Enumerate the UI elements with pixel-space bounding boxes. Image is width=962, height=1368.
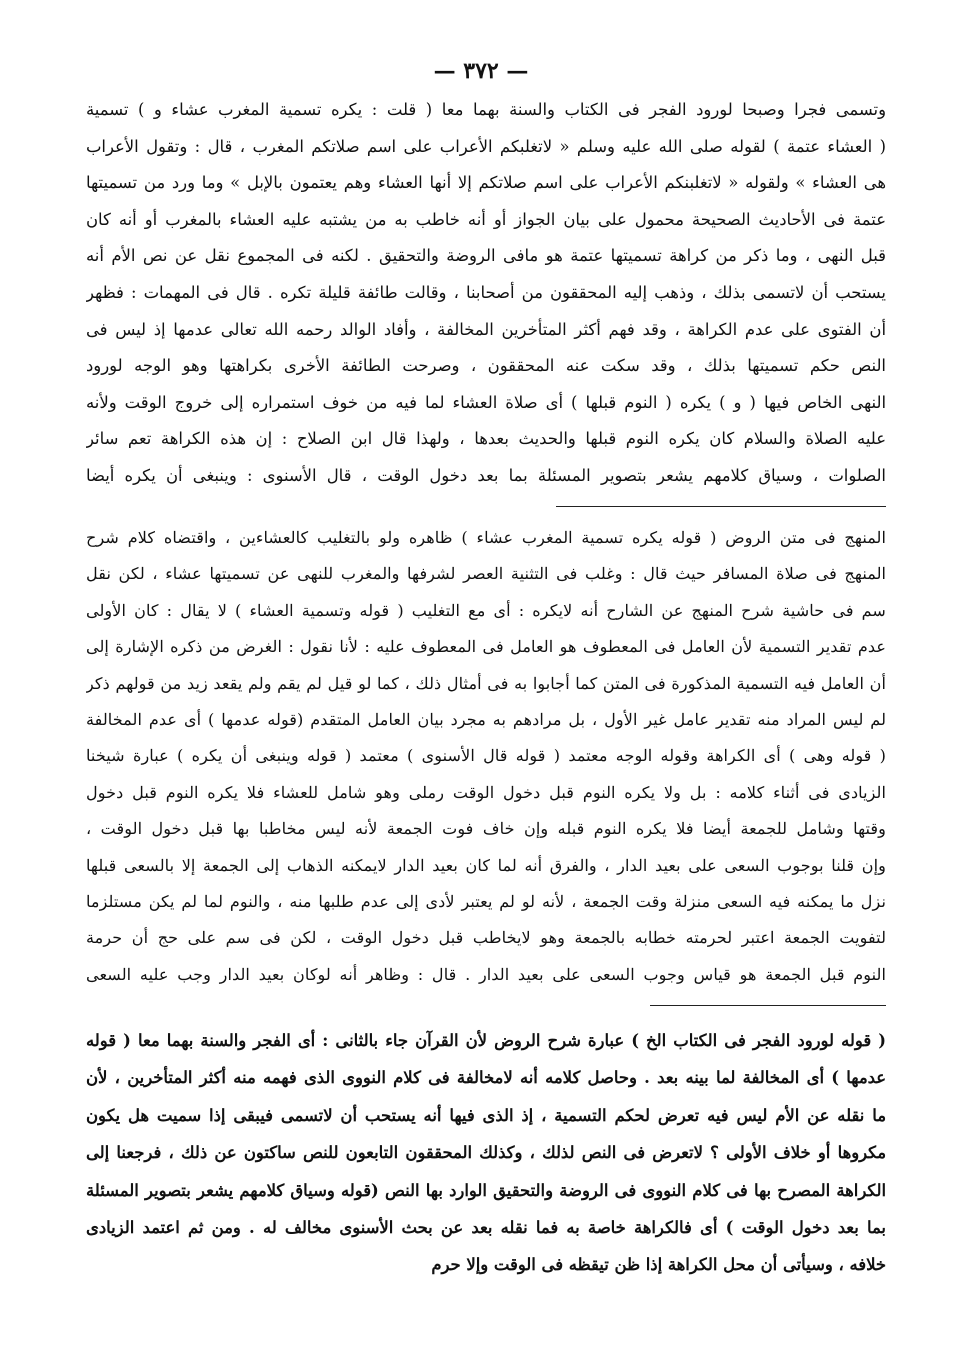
main-text-line: النص حكم تسميتها بذلك ، وقد سكت عنه المحققون ، وصرحت الطائفة الأخرى بكراهتها وهو الوجه لورود <box>86 356 886 376</box>
section-divider <box>650 1005 886 1006</box>
commentary-line: ( قوله وهى ) أى الكراهة وقوله الوجه معتمد ( قوله قال الأسنوى ) معتمد ( قوله وينبغى أن يكره ) عبارة شيخنا <box>86 746 886 766</box>
commentary-line: المنهج فى صلاة المسافر حيث قال : وغلب فى التثنية العصر لشرفها والمغرب للنهى عن تسميتها عشاء ، لكن نقل <box>86 564 886 584</box>
commentary-line: نزل ما يمكنه فيه السعى منزلة وقت الجمعة ، لأنه لو لم يعتبر لأدى إلى عدم طلبها منه ، والنوم لما لم يكن مستلزما <box>86 891 886 911</box>
main-text-line: يستحب أن لاتسمى بذلك ، وذهب إليه المحققون من أصحابنا ، وقالت طائفة قليلة تكره . قال فى المهمات : فظهر <box>86 282 886 302</box>
commentary-line: أن العامل فيه التسمية المذكورة فى المتن كما أجابوا به فى أمثال ذلك ، كما لو قيل لم يقم ولم يقعد زيد من قولهم ذكر <box>86 673 886 693</box>
main-text-line: أن الفتوى على عدم الكراهة ، وقد فهم أكثر المتأخرين المخالفة ، وأفاد الوالد رحمه الله تعالى عدمها إذ ليس فى <box>86 319 886 339</box>
commentary-line: لتفويت الجمعة اعتبر لحرمته خطابه بالجمعة وهو لايخاطب قبل دخول الوقت ، لكن فى سم على حج أن حرمة <box>86 928 886 948</box>
commentary-line: بما بعد دخول الوقت ) أى فالكراهة خاصة به فما نقله بعد عن بحث الأسنوى مخالف له . ومن ثم اعتمد الزيادى <box>86 1217 886 1237</box>
main-text-line: ( العشاء عتمة ) لقوله صلى الله عليه وسلم « لاتغلبكم الأعراب على اسم صلاتكم المغرب ، قال : وتقول الأعراب <box>86 136 886 156</box>
section-divider <box>556 506 886 507</box>
main-text <box>86 92 886 495</box>
commentary-line: الزيادى فى أثناء كلامه : بل ولا يكره النوم قبل دخول الوقت رملى وهو شامل للعشاء فلا يكره النوم قبل دخول <box>86 782 886 802</box>
commentary-line: المنهج فى متن الروض ( قوله يكره تسمية المغرب عشاء ) ظاهره ولو بالتغليب كالعشاءين ، واقتضاه كلام شرح <box>86 528 886 547</box>
main-text-line: النهى الخاص فيها ( و ) يكره ( النوم قبلها ) أى صلاة العشاء لما فيه من خوف استمراره إلى خروج الوقت ولأنه <box>86 392 886 412</box>
main-text-line: هى العشاء » ولقوله « لاتغلبنكم الأعراب على اسم صلاتكم إلا أنها العشاء وهم يعتمون بالإبل » وما ورد من تسميتها <box>86 173 886 193</box>
commentary-line: عدمها ) أى المخالفة لما بينه بعد . وحاصل كلامه أنه لامخالفة فى كلام النووى الذى فهمه منه أكثر المتأخرين ، لأن <box>86 1068 886 1088</box>
main-text-line: قبل النهى ، وما ذكر من كراهة تسميتها عتمة هو مافى الروضة والتحقيق . لكنه فى المجموع نقل عن نص الأم أنه <box>86 246 886 266</box>
main-text-line: عليه الصلاة والسلام كان يكره النوم قبلها والحديث بعدها ، ولهذا قال ابن الصلاح : إن هذه الكراهة تعم سائر <box>86 429 886 449</box>
commentary-line: مكروها أو خلاف الأولى ؟ لاتعرض فى النص لذلك ، وكذلك المحققون التابعون للنص ساكتون عن ذلك ، فرجعنا إلى <box>86 1143 886 1163</box>
commentary-first <box>86 520 886 993</box>
commentary-line: ( قوله لورود الفجر فى الكتاب الخ ) عبارة شرح الروض لأن القرآن جاء بالثانى : أى الفجر والسنة بهما معا ( قوله <box>86 1031 886 1050</box>
commentary-line: عدم تقدير التسمية لأن العامل فى المعطوف هو العامل فى المعطوف عليه : لأنا نقول : الغرض من ذكره الإشارة إلى <box>86 637 886 657</box>
commentary-line: سم فى حاشية شرح المنهج عن الشارح أنه لايكره : أى مع التغليب ( قوله وتسمية العشاء ) لا يقال : كان الأولى <box>86 600 886 620</box>
commentary-line: الكراهة المصرح بها فى كلام النووى فى الروضة والتحقيق الوارد بها النص (قوله وسياق كلامهم يشعر بتصوير المسئلة <box>86 1180 886 1200</box>
main-text-line: عتمة فى الأحاديث الصحيحة محمول على بيان الجواز أو أنه خاطب به من يشتبه عليه العشاء بالمغرب أو أنه كان <box>86 209 886 229</box>
commentary-line: النوم قبل الجمعة هو قياس وجوب السعى على بعيد الدار . قال : وظاهر أنه لوكان بعيد الدار وجب عليه السعى <box>86 964 886 984</box>
commentary-line: خلافه ، وسيأتى أن محل الكراهة إذا ظن تيقظه فى الوقت وإلا حرم <box>431 1255 886 1275</box>
commentary-second <box>86 1022 886 1284</box>
page-number: — ٣٧٢ — <box>433 58 529 84</box>
commentary-line: ما نقله عن الأم ليس فيه تعرض لحكم التسمية ، إذ الذى فيها أنه يستحب أن لاتسمى فيبقى إذا سميت هل يكون <box>86 1105 886 1125</box>
commentary-line: وقتها وشامل للجمعة أيضا فلا يكره النوم قبله وإن خاف فوت الجمعة لأنه ليس مخاطبا بها قبل دخول الوقت ، <box>86 819 886 839</box>
main-text-line: وتسمى فجرا وصبحا لورود الفجر فى الكتاب والسنة بهما معا ( قلت : يكره تسمية المغرب عشاء و ) تسمية <box>86 100 886 119</box>
commentary-line: وإن قلنا بوجوب السعى على بعيد الدار ، والفرق أنه لما كان بعيد الدار لايمكنه الذهاب إلى الجمعة إلا بالسعى قبلها <box>86 855 886 875</box>
main-text-line: الصلوات ، وسياق كلامهم يشعر بتصوير المسئلة بما بعد دخول الوقت ، قال الأسنوى : وينبغى أن يكره أيضا <box>86 465 886 485</box>
commentary-line: لم ليس المراد منه تقدير عامل غير الأول ، بل مرادهم به مجرد بيان العامل المتقدم (قوله عدمها ) أى عدم المخالفة <box>86 709 886 729</box>
